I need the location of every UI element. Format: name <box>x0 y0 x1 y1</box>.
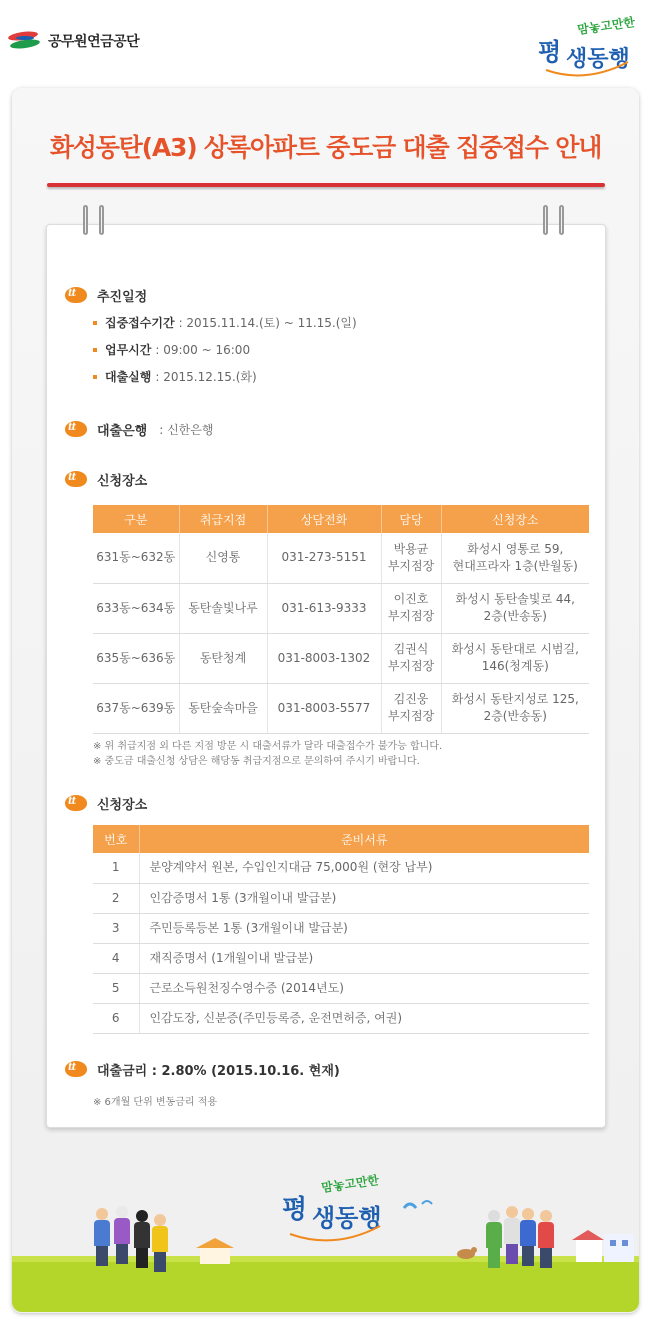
column-header: 번호 <box>93 825 139 853</box>
tt-bullet-icon: tt <box>65 285 87 305</box>
table-header-row <box>93 505 589 533</box>
house-icon <box>192 1236 238 1266</box>
rate-note: ※ 6개월 단위 변동금리 적용 <box>93 1097 218 1108</box>
tt-bullet-icon: tt <box>65 469 87 489</box>
column-header: 신청장소 <box>441 505 589 533</box>
section-location <box>65 469 147 489</box>
brand-footer-big-1: 평 <box>282 1195 308 1225</box>
page-title: 화성동탄(A3) 상록아파트 중도금 대출 집중접수 안내 <box>49 133 602 162</box>
person-illustration <box>114 1206 130 1264</box>
column-header: 담당 <box>381 505 441 533</box>
bird-icon <box>402 1198 434 1214</box>
person-illustration <box>134 1210 150 1268</box>
gepa-logo[interactable] <box>8 30 139 52</box>
location-notes <box>93 739 442 769</box>
gepa-logo-icon <box>8 30 42 52</box>
table-row: 633동~634동 동탄솔빛나루 031-613-9333 이진호 부지점장 화성시 동탄솔빛로 44, 2층(반송동) <box>93 583 589 633</box>
section-rate <box>65 1059 340 1079</box>
table-row: 631동~632동 신영통 031-273-5151 박용균 부지점장 화성시 영통로 59, 현대프라자 1층(반월동) <box>93 533 589 583</box>
column-header: 구분 <box>93 505 179 533</box>
tt-bullet-icon: tt <box>65 1059 87 1079</box>
rate-label: 대출금리 : 2.80% (2015.10.16. 현재) <box>97 1063 340 1079</box>
section-schedule <box>65 285 147 305</box>
brand-footer-small: 맘놓고만한 <box>320 1173 380 1195</box>
table-header-row <box>93 825 589 853</box>
column-header: 준비서류 <box>139 825 589 853</box>
brand-big-2: 생동행 <box>566 47 630 72</box>
table-row: 3 주민등록등본 1통 (3개월이내 발급분) <box>93 913 589 943</box>
section-documents <box>65 793 147 813</box>
title-divider <box>47 183 605 187</box>
note-line: ※ 중도금 대출신청 상담은 해당동 취급지점으로 문의하여 주시기 바랍니다. <box>93 756 420 767</box>
brand-footer-logo-icon <box>280 1170 390 1250</box>
dog-icon <box>454 1244 478 1264</box>
table-row: 5 근로소득원천징수영수증 (2014년도) <box>93 973 589 1003</box>
tt-bullet-icon: tt <box>65 793 87 813</box>
tt-bullet-icon: tt <box>65 419 87 439</box>
table-row: 1 분양계약서 원본, 수입인지대금 75,000원 (현장 납부) <box>93 853 589 883</box>
top-header <box>0 0 650 90</box>
note-line: ※ 위 취급지점 외 다른 지점 방문 시 대출서류가 달라 대출접수가 불가능 합니다. <box>93 741 443 752</box>
column-header: 상담전화 <box>267 505 381 533</box>
house-icon <box>570 1224 638 1264</box>
binder-ring-left <box>79 205 111 245</box>
brand-footer-big-2: 생동행 <box>312 1204 382 1232</box>
schedule-heading: 추진일정 <box>97 289 148 305</box>
person-illustration <box>94 1208 110 1266</box>
column-header: 취급지점 <box>179 505 267 533</box>
list-item: 업무시간 : 09:00 ~ 16:00 <box>93 336 357 363</box>
person-illustration <box>538 1210 554 1268</box>
person-illustration <box>152 1214 168 1272</box>
bank-heading: 대출은행 <box>97 423 148 439</box>
org-name: 공무원연금공단 <box>48 34 140 50</box>
brand-big-1: 평 <box>538 38 562 66</box>
table-row: 4 재직증명서 (1개월이내 발급분) <box>93 943 589 973</box>
person-illustration <box>486 1210 502 1268</box>
documents-table <box>93 825 589 1034</box>
footer-grass <box>12 1262 639 1312</box>
documents-heading: 신청장소 <box>97 797 148 813</box>
notice-paper <box>46 224 606 1128</box>
binder-ring-right <box>539 205 571 245</box>
list-item: 대출실행 : 2015.12.15.(화) <box>93 363 357 390</box>
brand-logo-icon <box>536 12 636 82</box>
brand-small-text: 맘놓고만한 <box>576 15 636 37</box>
table-row: 637동~639동 동탄숲속마을 031-8003-5577 김진웅 부지점장 화성시 동탄지성로 125, 2층(반송동) <box>93 683 589 733</box>
bank-value: : 신한은행 <box>159 422 214 437</box>
table-row: 6 인감도장, 신분증(주민등록증, 운전면허증, 여권) <box>93 1003 589 1033</box>
person-illustration <box>504 1206 520 1264</box>
notice-card <box>12 88 639 1313</box>
table-row: 2 인감증명서 1통 (3개월이내 발급분) <box>93 883 589 913</box>
location-heading: 신청장소 <box>97 473 148 489</box>
list-item: 집중접수기간 : 2015.11.14.(토) ~ 11.15.(일) <box>93 309 357 336</box>
person-illustration <box>520 1208 536 1266</box>
section-bank <box>65 419 213 439</box>
branch-table <box>93 505 589 734</box>
schedule-list <box>93 309 357 390</box>
table-row: 635동~636동 동탄청계 031-8003-1302 김권식 부지점장 화성시 동탄대로 시범길, 146(청계동) <box>93 633 589 683</box>
